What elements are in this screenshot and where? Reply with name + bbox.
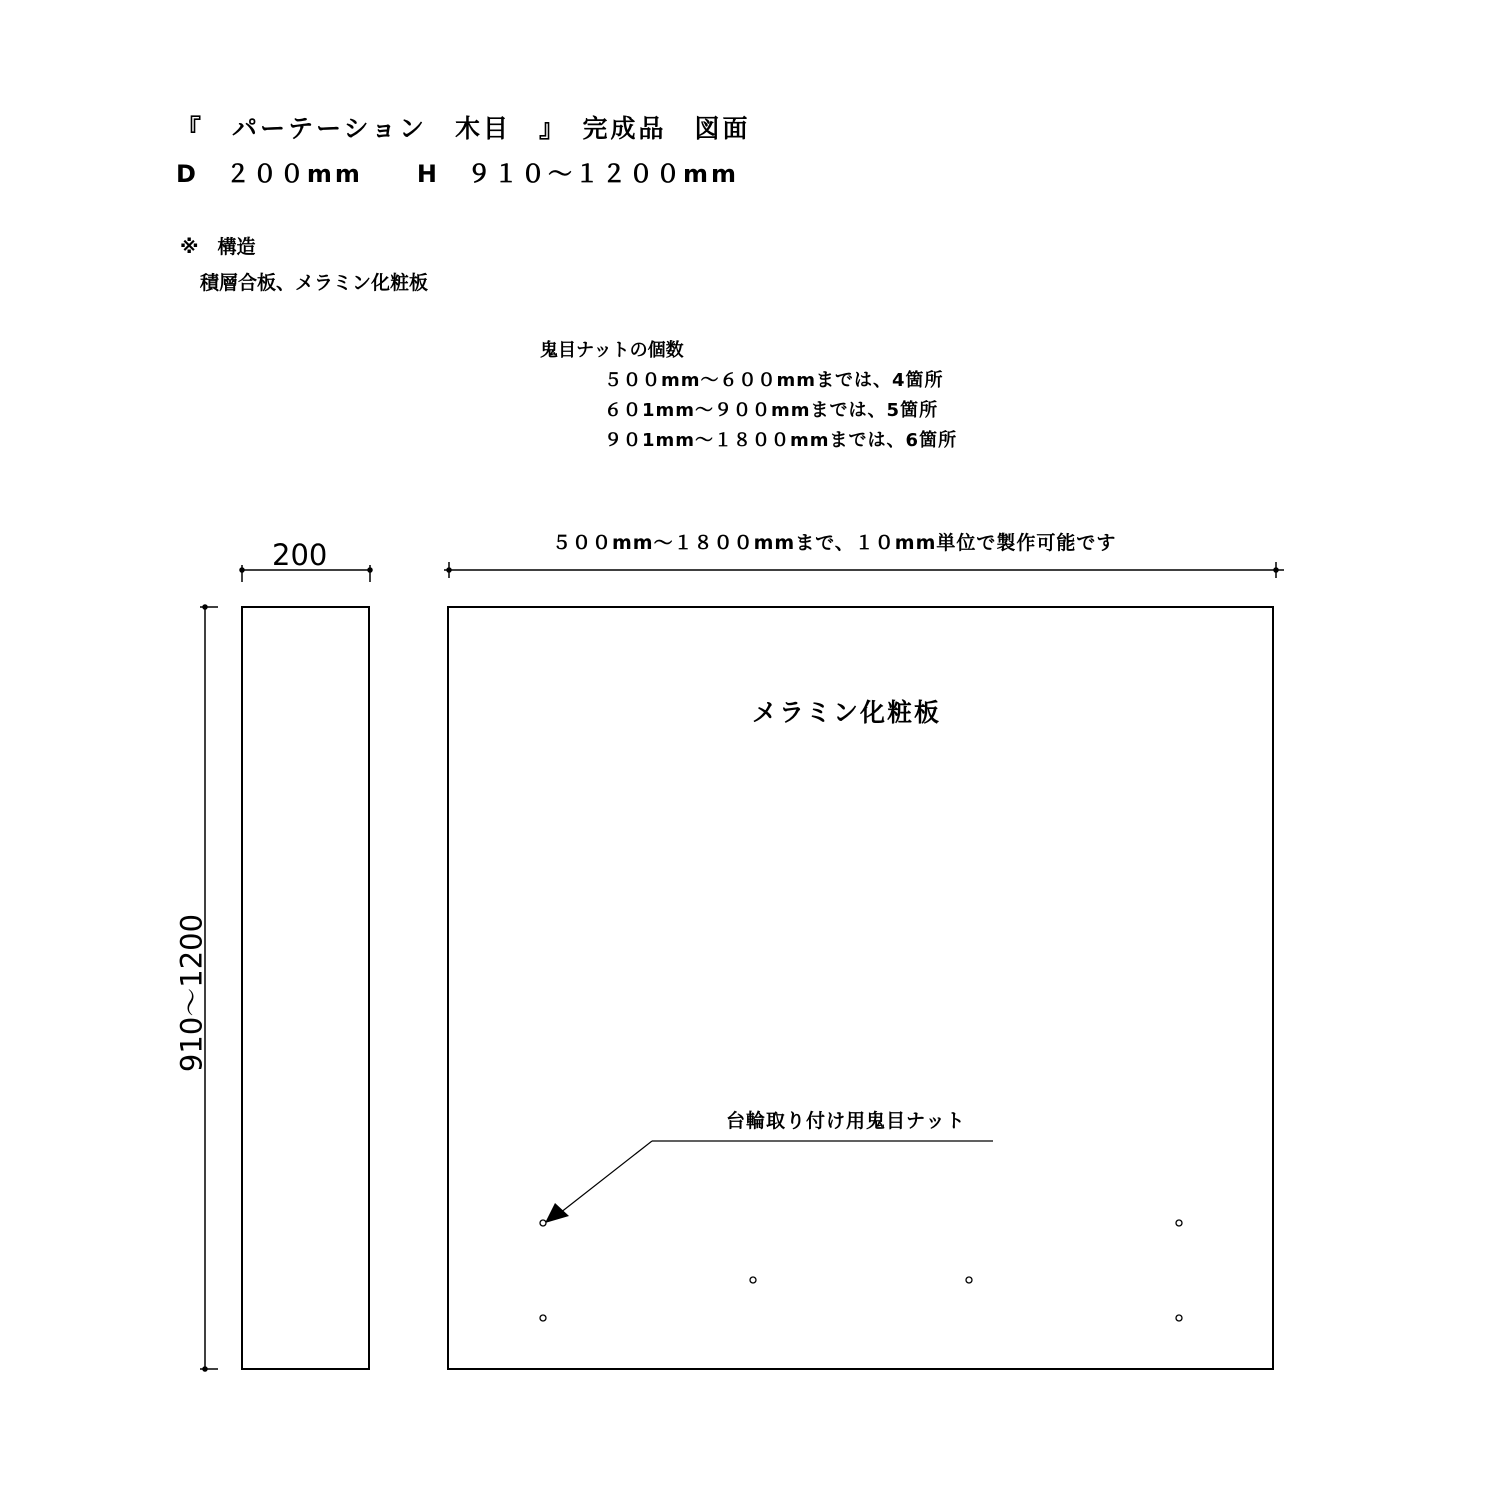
height-dimension-label: 910〜1200: [174, 913, 209, 1072]
depth-dimension-label: 200: [272, 538, 328, 572]
nut-hole: [1176, 1315, 1182, 1321]
nut-leader-line: [560, 1141, 993, 1213]
nut-count-row: ５００mm〜６００mmまでは、4箇所: [604, 370, 944, 391]
height-dimension-label-wrap: [170, 905, 210, 1080]
nut-hole: [1176, 1220, 1182, 1226]
nut-count-row: ９０1mm〜１８００mmまでは、6箇所: [604, 430, 958, 451]
side-view-panel: [242, 607, 369, 1369]
nut-hole: [966, 1277, 972, 1283]
width-dimension-label: ５００mm〜１８００mmまで、１０mm単位で製作可能です: [552, 532, 1117, 554]
front-panel-material-label: メラミン化粧板: [752, 698, 942, 727]
width-dimension-line: [444, 562, 1284, 578]
drawing-title: 『 パーテーション 木目 』 完成品 図面: [176, 114, 751, 143]
nut-count-row: ６０1mm〜９００mmまでは、5箇所: [604, 400, 939, 421]
drawing-dimensions-subtitle: D ２００mm H ９１０〜１２００mm: [176, 160, 740, 188]
nut-hole: [540, 1220, 546, 1226]
nut-hole: [540, 1315, 546, 1321]
nut-count-title: 鬼目ナットの個数: [540, 340, 684, 361]
structure-note-body: 積層合板、メラミン化粧板: [200, 272, 429, 294]
nut-hole: [750, 1277, 756, 1283]
nut-holes: [540, 1220, 1182, 1321]
structure-note-header: ※ 構造: [180, 236, 256, 258]
nut-callout-label: 台輪取り付け用鬼目ナット: [726, 1110, 966, 1132]
leader-arrowhead: [545, 1203, 569, 1223]
